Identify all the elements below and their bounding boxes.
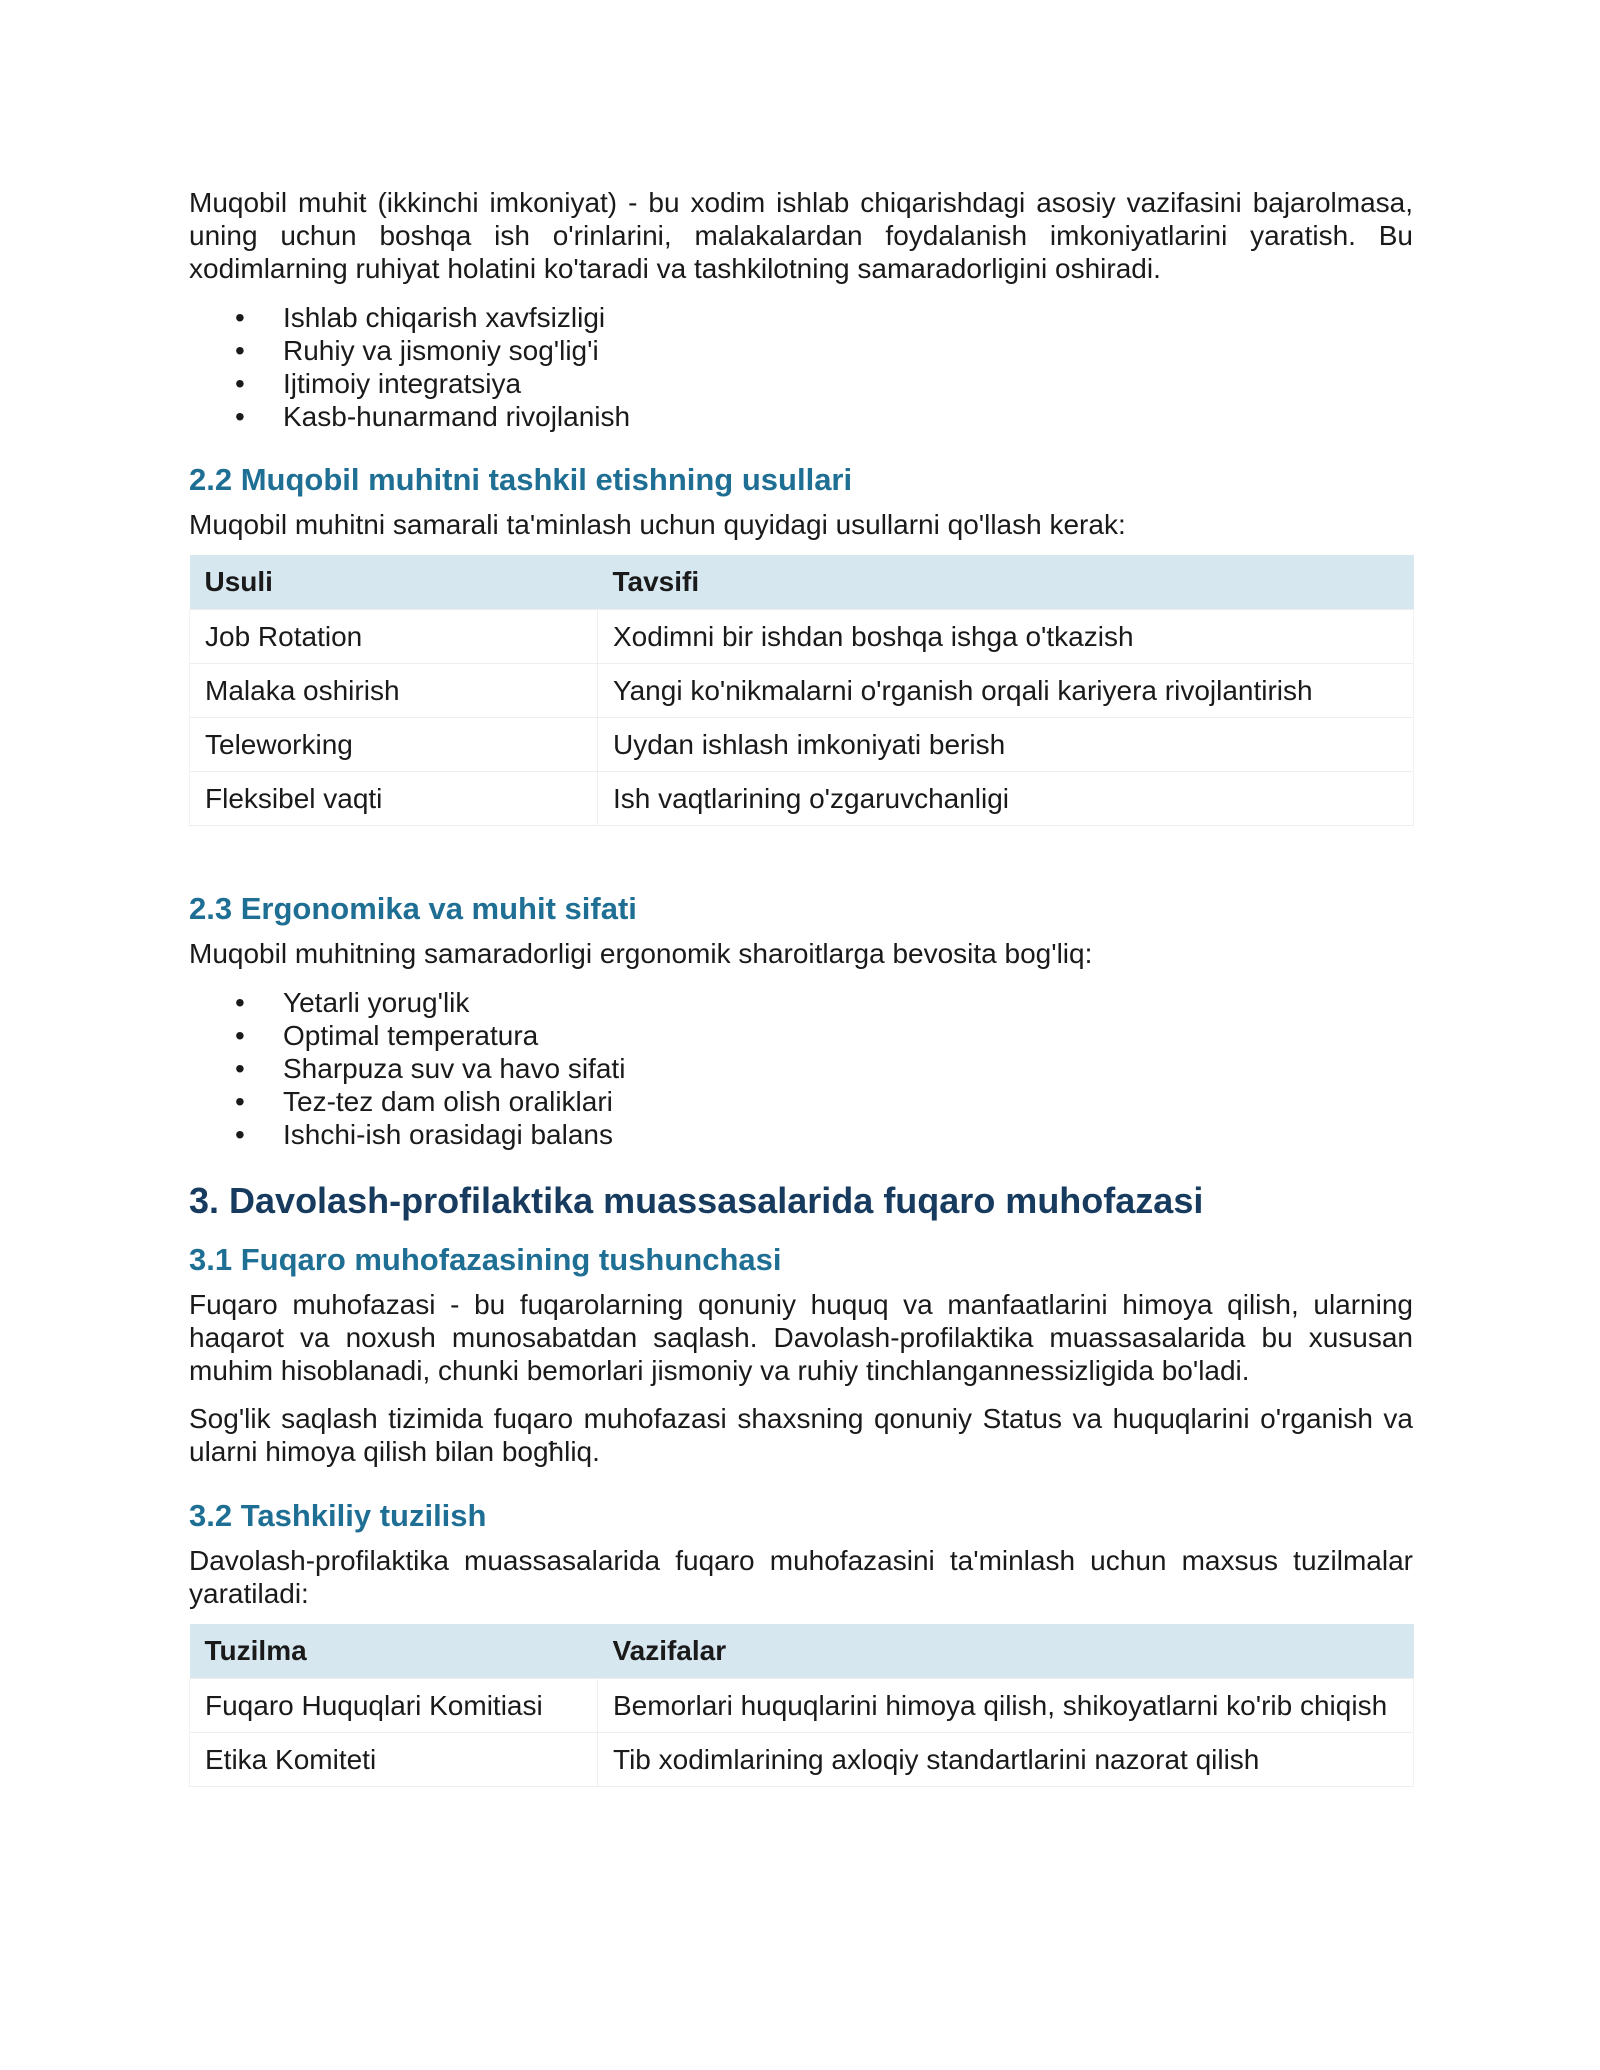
table-cell: Xodimni bir ishdan boshqa ishga o'tkazish [598, 610, 1414, 664]
table-row [190, 664, 1414, 718]
list-item: • Tez-tez dam olish oraliklari [235, 1086, 613, 1117]
table-header-cell: Tuzilma [190, 1624, 598, 1679]
bullet-icon: • [235, 302, 245, 333]
table-cell: Yangi ko'nikmalarni o'rganish orqali kariyera rivojlantirish [598, 664, 1414, 718]
list-item: • Kasb-hunarmand rivojlanish [235, 401, 631, 432]
table-cell: Fuqaro Huquqlari Komitiasi [190, 1679, 598, 1733]
table-header-row [190, 555, 1414, 610]
section-heading-3: 3. Davolash-profilaktika muassasalarida fuqaro muhofazasi [189, 1180, 1204, 1221]
bullet-icon: • [235, 1086, 245, 1117]
table-header-cell: Usuli [190, 555, 598, 610]
benefits-list [189, 301, 1413, 433]
table-cell: Tib xodimlarining axloqiy standartlarini nazorat qilish [598, 1733, 1414, 1787]
list-item: • Yetarli yorug'lik [235, 987, 470, 1018]
bullet-icon: • [235, 1119, 245, 1150]
table-header-cell: Tavsifi [598, 555, 1414, 610]
list-item: • Ruhiy va jismoniy sog'lig'i [235, 335, 599, 366]
page-content [189, 186, 1413, 1787]
list-item: • Sharpuza suv va havo sifati [235, 1053, 626, 1084]
section-heading-3-1: 3.1 Fuqaro muhofazasining tushunchasi [189, 1242, 782, 1277]
table-cell: Ish vaqtlarining o'zgaruvchanligi [598, 772, 1414, 826]
table-cell: Etika Komiteti [190, 1733, 598, 1787]
ergonomics-list [189, 986, 1413, 1151]
table-cell: Bemorlari huquqlarini himoya qilish, shikoyatlarni ko'rib chiqish [598, 1679, 1414, 1733]
table-row [190, 610, 1414, 664]
table-cell: Teleworking [190, 718, 598, 772]
section-2-2-intro: Muqobil muhitni samarali ta'minlash uchun quyidagi usullarni qo'llash kerak: [189, 509, 1126, 540]
list-item: • Optimal temperatura [235, 1020, 539, 1051]
section-3-1-paragraph: Fuqaro muhofazasi - bu fuqarolarning qonuniy huquq va manfaatlarini himoya qilish, ularning haqarot va noxush munosabatdan saqlash. Davolash-profilaktika muassasalarida bu xususan muhim hisoblanadi, chunki bemorlari jismoniy va ruhiy tinchlangannessizligida bo'ladi. [189, 1289, 1413, 1386]
bullet-icon: • [235, 1020, 245, 1051]
table-cell: Uydan ishlash imkoniyati berish [598, 718, 1414, 772]
bullet-icon: • [235, 335, 245, 366]
section-heading-2-2: 2.2 Muqobil muhitni tashkil etishning usullari [189, 462, 853, 497]
bullet-icon: • [235, 401, 245, 432]
table-header-cell: Vazifalar [598, 1624, 1414, 1679]
section-3-1-paragraph: Sog'lik saqlash tizimida fuqaro muhofazasi shaxsning qonuniy Status va huquqlarini o'rganish va ularni himoya qilish bilan bogħliq. [189, 1403, 1413, 1467]
list-item: • Ijtimoiy integratsiya [235, 368, 522, 399]
section-heading-2-3: 2.3 Ergonomika va muhit sifati [189, 891, 637, 926]
bullet-icon: • [235, 368, 245, 399]
table-cell: Job Rotation [190, 610, 598, 664]
structures-table [189, 1624, 1414, 1787]
section-3-2-intro: Davolash-profilaktika muassasalarida fuqaro muhofazasini ta'minlash uchun maxsus tuzilmalar yaratiladi: [189, 1545, 1413, 1609]
table-row [190, 772, 1414, 826]
list-item: • Ishchi-ish orasidagi balans [235, 1119, 613, 1150]
list-item: • Ishlab chiqarish xavfsizligi [235, 302, 606, 333]
methods-table [189, 555, 1414, 826]
table-row [190, 1679, 1414, 1733]
table-cell: Malaka oshirish [190, 664, 598, 718]
table-row [190, 718, 1414, 772]
bullet-icon: • [235, 1053, 245, 1084]
table-cell: Fleksibel vaqti [190, 772, 598, 826]
table-row [190, 1733, 1414, 1787]
intro-paragraph: Muqobil muhit (ikkinchi imkoniyat) - bu xodim ishlab chiqarishdagi asosiy vazifasini bajarolmasa, uning uchun boshqa ish o'rinlarini, malakalardan foydalanish imkoniyatlarini yaratish. Bu xodimlarning ruhiyat holatini ko'taradi va tashkilotning samaradorligini oshiradi. [189, 187, 1413, 284]
section-heading-3-2: 3.2 Tashkiliy tuzilish [189, 1498, 487, 1533]
table-header-row [190, 1624, 1414, 1679]
bullet-icon: • [235, 987, 245, 1018]
section-2-3-intro: Muqobil muhitning samaradorligi ergonomik sharoitlarga bevosita bog'liq: [189, 938, 1093, 969]
